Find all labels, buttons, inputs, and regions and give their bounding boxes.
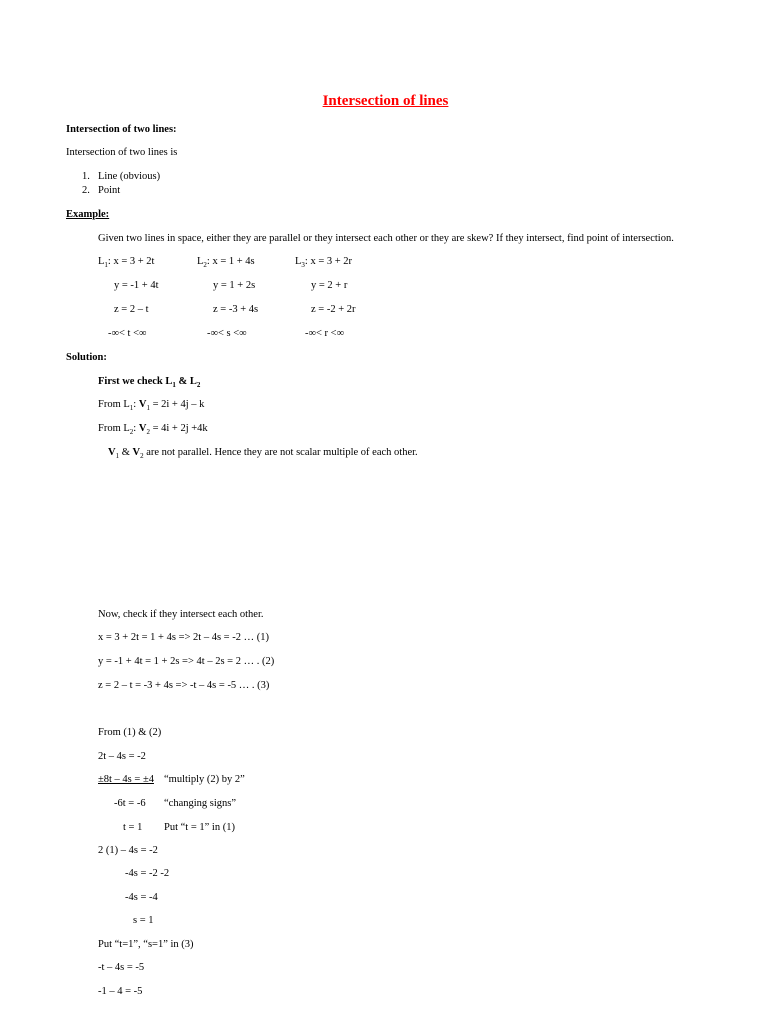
page-title: Intersection of lines (322, 93, 449, 109)
step-line: Put “t=1”, “s=1” in (3) (98, 939, 194, 950)
equation-1: x = 3 + 2t = 1 + 4s => 2t – 4s = -2 … (1) (98, 632, 269, 643)
line1-x: $L_1$: x = 3 + 2t (98, 256, 155, 270)
solution-heading: Solution: (66, 352, 107, 363)
step-line: -1 – 4 = -5 (98, 986, 143, 997)
equation-3: z = 2 – t = -3 + 4s => -t – 4s = -5 … . (3) (98, 680, 270, 691)
list-item (82, 171, 161, 184)
step-line: -6t = -6 “changing signs” (114, 798, 237, 809)
line2-x: $L_2$: x = 1 + 4s (197, 256, 255, 270)
line1-y: y = -1 + 4t (114, 280, 159, 291)
check-heading: First we check $L_1$ & $L_2$ (98, 376, 201, 390)
line3-y: y = 2 + r (311, 280, 348, 291)
line3-z: z = -2 + 2r (311, 304, 356, 315)
problem-statement: Given two lines in space, either they are parallel or they intersect each other or they are skew? If they intersect, find point of intersection. (98, 233, 674, 244)
line2-z: z = -3 + 4s (213, 304, 259, 315)
line1-z: z = 2 – t (114, 304, 149, 315)
direction-vector-1: From $L_1$: $V_1 = 2i + 4j - k$ (98, 399, 205, 413)
direction-vector-2: From $L_2$: $V_2 = 4i + 2j +4k$ (98, 423, 208, 437)
line3-x: $L_3$: x = 3 + 2r (295, 256, 353, 270)
list-number: 1. (82, 171, 90, 182)
step-line: 2t – 4s = -2 (98, 751, 146, 762)
list-text: Point (98, 185, 121, 196)
step-line: -4s = -4 (125, 892, 158, 903)
equation-2: y = -1 + 4t = 1 + 2s => 4t – 2s = 2 … . (2) (98, 656, 275, 667)
example-heading: Example: (66, 209, 110, 220)
step-line: -t – 4s = -5 (98, 962, 145, 973)
list-text: Line (obvious) (98, 171, 161, 182)
section-heading: Intersection of two lines: (66, 124, 177, 135)
intersect-check: Now, check if they intersect each other. (98, 609, 264, 620)
line3-range: -∞< r <∞ (305, 328, 345, 339)
not-parallel-text: $V_1$ & $V_2$ are not parallel. Hence they are not scalar multiple of each other. (108, 447, 418, 461)
list-number: 2. (82, 185, 90, 196)
from-1-2: From (1) & (2) (98, 727, 162, 738)
step-line: ±8t – 4s = ±4 “multiply (2) by 2” (98, 774, 245, 785)
step-line: -4s = -2 -2 (125, 868, 170, 879)
list-item (82, 185, 121, 198)
line2-range: -∞< s <∞ (207, 328, 247, 339)
line2-y: y = 1 + 2s (213, 280, 256, 291)
step-line: s = 1 (133, 915, 154, 926)
step-line: t = 1 Put “t = 1” in (1) (123, 822, 235, 833)
intro-text: Intersection of two lines is (66, 147, 178, 158)
step-line: 2 (1) – 4s = -2 (98, 845, 158, 856)
line1-range: -∞< t <∞ (108, 328, 147, 339)
